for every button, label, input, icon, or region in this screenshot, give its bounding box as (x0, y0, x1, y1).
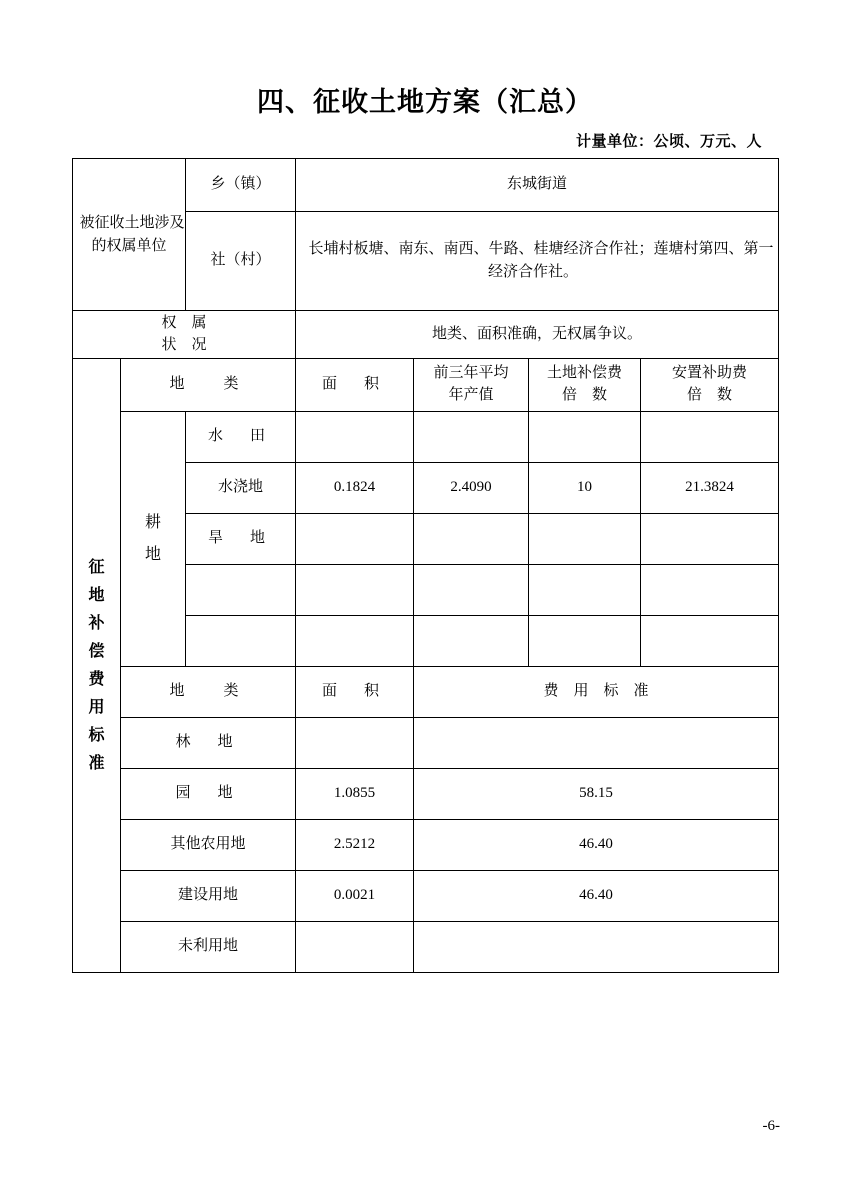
area-cell: 0.1824 (296, 463, 414, 514)
resettle-multiple-cell (641, 514, 779, 565)
area-cell (296, 412, 414, 463)
area-cell: 1.0855 (296, 769, 414, 820)
ownership-status-label-line1: 权 属 (161, 314, 207, 331)
resettle-multiple-cell: 21.3824 (641, 463, 779, 514)
header-land-type-lower (121, 667, 296, 718)
header-resettle-line1: 安置补助费 (672, 365, 748, 382)
area-cell (296, 514, 414, 565)
header-land-compensation-multiple (529, 359, 641, 412)
header-avg-output-text (414, 363, 528, 407)
resettle-multiple-cell (641, 616, 779, 667)
fee-cell: 46.40 (414, 871, 779, 922)
cultivated-char-2: 地 (145, 546, 162, 563)
header-land-comp-line2: 倍 数 (562, 387, 608, 403)
ownership-status-label-line2: 状 况 (161, 336, 207, 353)
page-title: 四、征收土地方案（汇总） (257, 87, 593, 117)
land-type-text: 其他农用地 (170, 836, 246, 853)
table-row-unused-land (73, 922, 779, 973)
side-char-1: 征 (88, 558, 105, 576)
land-type-text: 旱 地 (208, 530, 272, 547)
land-type-text: 建设用地 (178, 887, 239, 904)
table-row-garden-land (73, 769, 779, 820)
table-row-construction-land (73, 871, 779, 922)
output-cell (414, 565, 529, 616)
village-label-text: 社（村） (210, 252, 271, 269)
table-row-paddy-field (73, 412, 779, 463)
land-acquisition-table (72, 158, 779, 973)
resettle-multiple-cell (641, 565, 779, 616)
output-cell (414, 616, 529, 667)
side-char-8: 准 (88, 754, 105, 772)
header-fee-standard-text: 费 用 标 准 (543, 683, 649, 700)
ownership-status-value (296, 311, 779, 359)
header-avg-output (414, 359, 529, 412)
header-land-type-upper-text: 地 类 (169, 376, 251, 393)
land-type-cell (121, 820, 296, 871)
township-label (186, 159, 296, 212)
side-char-2: 地 (88, 586, 105, 604)
village-label (186, 212, 296, 311)
township-label-text: 乡（镇） (210, 176, 271, 193)
ownership-status-label-text (73, 313, 295, 357)
land-type-cell (186, 616, 296, 667)
table-row-header-upper (73, 359, 779, 412)
header-fee-standard (414, 667, 779, 718)
header-resettlement-multiple-text (641, 363, 778, 407)
header-area-upper-text: 面 积 (322, 376, 386, 393)
area-cell (296, 718, 414, 769)
header-resettlement-multiple (641, 359, 779, 412)
header-area-lower (296, 667, 414, 718)
land-type-text: 林 地 (175, 734, 239, 751)
side-char-3: 补 (88, 614, 105, 632)
header-land-comp-line1: 土地补偿费 (547, 365, 623, 382)
land-multiple-cell (529, 616, 641, 667)
township-value (296, 159, 779, 212)
ownership-units-label (73, 159, 186, 311)
area-cell (296, 922, 414, 973)
land-multiple-cell (529, 412, 641, 463)
fee-cell (414, 922, 779, 973)
land-type-text: 水浇地 (218, 479, 264, 496)
township-value-text: 东城街道 (507, 176, 568, 193)
table-row-ownership-status (73, 311, 779, 359)
land-type-cell (121, 718, 296, 769)
fee-cell: 46.40 (414, 820, 779, 871)
table-row-other-agricultural-land (73, 820, 779, 871)
land-type-text: 未利用地 (178, 938, 239, 955)
header-land-compensation-multiple-text (529, 363, 640, 407)
output-cell: 2.4090 (414, 463, 529, 514)
land-type-cell (121, 922, 296, 973)
area-cell (296, 565, 414, 616)
header-land-type-upper (121, 359, 296, 412)
land-multiple-cell (529, 565, 641, 616)
page-number: -6- (762, 1118, 780, 1134)
header-resettle-line2: 倍 数 (687, 387, 733, 403)
fee-cell (414, 718, 779, 769)
side-char-4: 偿 (88, 642, 105, 660)
village-value (296, 212, 779, 311)
table-row-forest-land (73, 718, 779, 769)
area-cell: 2.5212 (296, 820, 414, 871)
ownership-units-label-text: 被征收土地涉及的权属单位 (79, 214, 185, 254)
table-row-header-lower (73, 667, 779, 718)
output-cell (414, 412, 529, 463)
ownership-status-label (73, 311, 296, 359)
output-cell (414, 514, 529, 565)
side-char-6: 用 (88, 698, 105, 716)
area-cell (296, 616, 414, 667)
header-area-upper (296, 359, 414, 412)
land-type-text: 园 地 (175, 785, 239, 802)
area-cell: 0.0021 (296, 871, 414, 922)
header-area-lower-text: 面 积 (322, 683, 386, 700)
measurement-unit-note: 计量单位：公顷、万元、人 (575, 134, 762, 150)
cultivated-char-1: 耕 (145, 514, 162, 531)
side-char-5: 费 (88, 670, 105, 688)
header-avg-output-line2: 年产值 (448, 387, 494, 403)
land-multiple-cell: 10 (529, 463, 641, 514)
header-avg-output-line1: 前三年平均 (433, 365, 509, 382)
table-row-township (73, 159, 779, 212)
land-type-cell (186, 514, 296, 565)
cultivated-land-label-text (121, 507, 185, 571)
land-type-cell (121, 871, 296, 922)
compensation-side-label-text (73, 554, 120, 778)
header-land-type-lower-text: 地 类 (169, 683, 251, 700)
resettle-multiple-cell (641, 412, 779, 463)
land-multiple-cell (529, 514, 641, 565)
land-type-text: 水 田 (208, 428, 272, 445)
cultivated-land-label (121, 412, 186, 667)
land-type-cell (186, 565, 296, 616)
land-type-cell (186, 412, 296, 463)
land-type-cell (186, 463, 296, 514)
compensation-side-label (73, 359, 121, 973)
village-value-text: 长埔村板塘、南东、南西、牛路、桂塘经济合作社；莲塘村第四、第一经济合作社。 (308, 240, 774, 280)
land-type-cell (121, 769, 296, 820)
fee-cell: 58.15 (414, 769, 779, 820)
ownership-status-value-text: 地类、面积准确，无权属争议。 (432, 325, 643, 342)
side-char-7: 标 (88, 726, 105, 744)
